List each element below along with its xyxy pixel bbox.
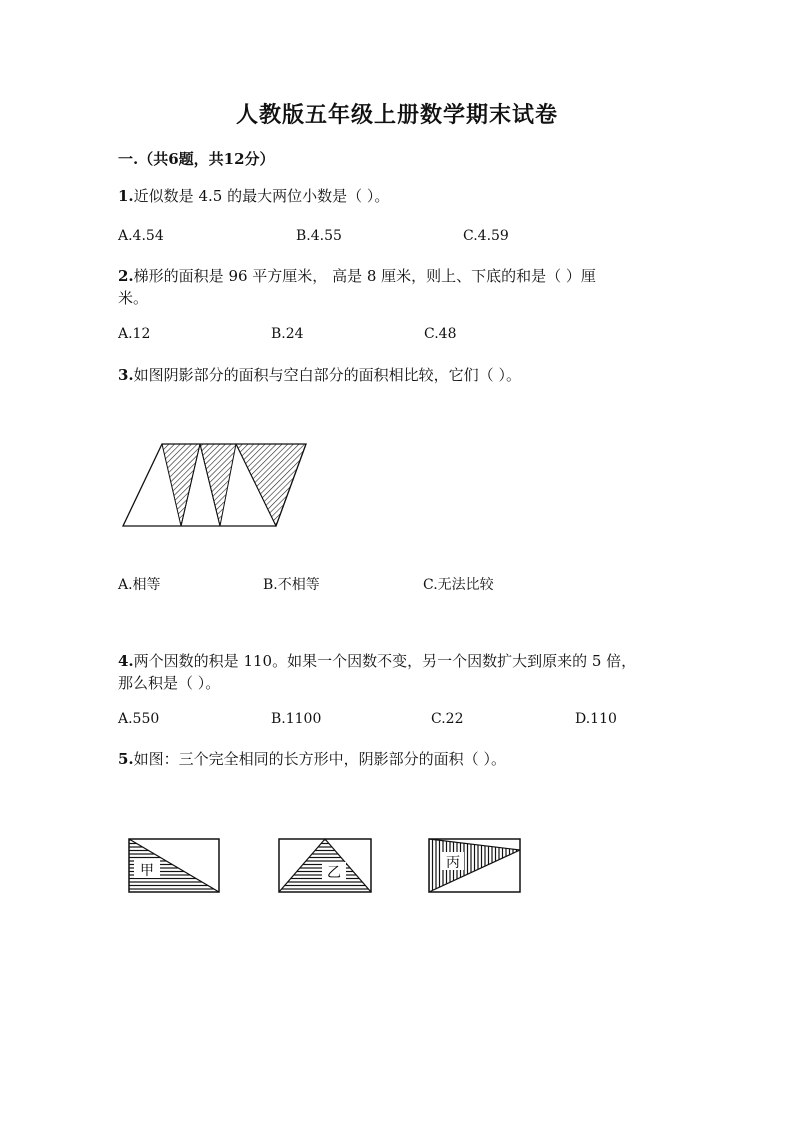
question-text-line2: 米。 <box>118 289 149 307</box>
option-c[interactable]: C.22 <box>431 711 464 727</box>
option-a[interactable]: A.4.54 <box>118 228 164 244</box>
shaded-triangle <box>162 444 200 526</box>
option-a[interactable]: A.12 <box>118 326 151 342</box>
option-c[interactable]: C.无法比较 <box>423 577 494 593</box>
label-bing: 丙 <box>446 855 460 871</box>
option-b[interactable]: B.4.55 <box>296 228 342 244</box>
shaded-triangle <box>236 444 306 526</box>
option-b[interactable]: B.不相等 <box>263 577 320 593</box>
option-b[interactable]: B.1100 <box>271 711 322 727</box>
question-text-line1: 两个因数的积是 110。如果一个因数不变，另一个因数扩大到原来的 5 倍， <box>133 652 637 670</box>
option-d[interactable]: D.110 <box>575 711 617 727</box>
option-c[interactable]: C.4.59 <box>463 228 509 244</box>
question-number: 2. <box>118 267 134 285</box>
rectangles-figure <box>120 832 530 902</box>
question-text: 如图：三个完全相同的长方形中，阴影部分的面积（ ）。 <box>133 750 506 768</box>
label-jia: 甲 <box>140 863 154 879</box>
page-title: 人教版五年级上册数学期末试卷 <box>235 102 558 128</box>
section-heading: 一.（共6题，共12分） <box>118 150 275 168</box>
rectangle-bing <box>429 839 520 892</box>
question-1 <box>118 185 389 207</box>
option-a[interactable]: A.550 <box>118 711 160 727</box>
question-5 <box>118 748 506 770</box>
rectangle-yi <box>279 839 371 892</box>
option-b[interactable]: B.24 <box>271 326 304 342</box>
parallelogram-figure <box>118 438 313 533</box>
option-a[interactable]: A.相等 <box>118 577 161 593</box>
question-number: 3. <box>118 366 134 384</box>
question-2 <box>118 265 596 309</box>
question-text-line2: 那么积是（ ）。 <box>118 674 221 692</box>
rectangle-jia <box>129 839 219 892</box>
shaded-triangle <box>200 444 236 526</box>
option-c[interactable]: C.48 <box>424 326 457 342</box>
label-yi: 乙 <box>327 865 341 881</box>
question-number: 5. <box>118 750 134 768</box>
question-4 <box>118 650 636 694</box>
question-text: 如图阴影部分的面积与空白部分的面积相比较，它们（ ）。 <box>133 366 521 384</box>
question-text-line1: 梯形的面积是 96 平方厘米， 高是 8 厘米，则上、下底的和是（ ）厘 <box>133 267 596 285</box>
question-number: 1. <box>118 187 134 205</box>
question-number: 4. <box>118 652 134 670</box>
question-3 <box>118 364 521 386</box>
question-text: 近似数是 4.5 的最大两位小数是（ ）。 <box>133 187 390 205</box>
